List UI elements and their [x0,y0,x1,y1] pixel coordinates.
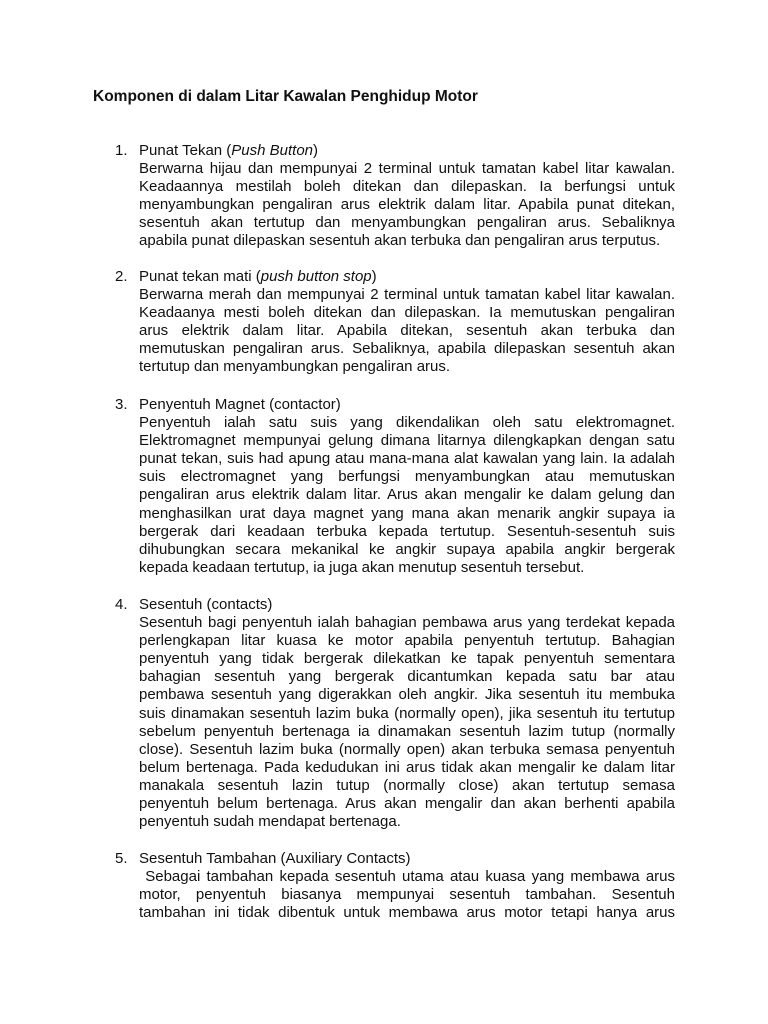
item-number: 4. [115,596,128,613]
body-line: bergerak dari keadaan terbuka kepada tertutup. Sesentuh-sesentuh suis [139,522,675,540]
body-line: Penyentuh ialah satu suis yang dikendalikan oleh satu elektromagnet. [139,414,675,432]
item-heading: Sesentuh (contacts) [139,596,273,613]
body-line: arus elektrik dalam litar. Apabila ditekan, sesentuh akan terbuka dan [139,322,675,340]
body-line: Berwarna hijau dan mempunyai 2 terminal untuk tamatan kabel litar kawalan. [139,160,675,178]
item-heading: Sesentuh Tambahan (Auxiliary Contacts) [139,850,411,867]
body-line: sebelum penyentuh bertenaga ia dinamakan sesentuh lazim tutup (normally [139,722,675,740]
body-line: penyentuh yang tidak bergerak dilekatkan ke tapak penyentuh sementara [139,650,675,668]
item-heading: Punat tekan mati (push button stop) [139,268,377,285]
body-line: pembawa sesentuh yang digerakkan oleh angkir. Jika sesentuh itu membuka [139,686,675,704]
body-line: menyambungkan pengaliran arus elektrik dalam litar. Apabila punat ditekan, [139,196,675,214]
item-body [139,160,675,250]
body-line: suis electromagnet yang berfungsi menyambungkan atau memutuskan [139,468,675,486]
body-line: memutuskan pengaliran arus. Sebaliknya, apabila dilepaskan sesentuh akan [139,340,675,358]
body-line: menghasilkan urat daya magnet yang mana akan menarik angkir supaya ia [139,504,675,522]
item-heading: Penyentuh Magnet (contactor) [139,396,341,413]
body-line: Keadaannya mestilah boleh ditekan dan dilepaskan. Ia berfungsi untuk [139,178,675,196]
body-line: tambahan ini tidak dibentuk untuk membawa arus motor tetapi hanya arus [139,904,675,922]
body-line: punat tekan, suis had apung atau mana-mana alat kawalan yang lain. Ia adalah [139,450,675,468]
body-line: bahagian sesentuh yang bergerak dicantumkan kepada satu bar atau [139,668,675,686]
body-line: Sebagai tambahan kepada sesentuh utama atau kuasa yang membawa arus [139,868,675,886]
item-number: 5. [115,850,128,867]
body-line: close). Sesentuh lazim buka (normally open) akan terbuka semasa penyentuh [139,740,675,758]
item-body [139,868,675,922]
document-title: Komponen di dalam Litar Kawalan Penghidup Motor [93,88,478,105]
item-number: 2. [115,268,128,285]
item-body [139,414,675,577]
body-line: Sesentuh bagi penyentuh ialah bahagian pembawa arus yang terdekat kepada [139,614,675,632]
body-line: perlengkapan litar kuasa ke motor apabila penyentuh tertutup. Bahagian [139,632,675,650]
body-line: Berwarna merah dan mempunyai 2 terminal untuk tamatan kabel litar kawalan. [139,286,675,304]
body-line: kepada keadaan tertutup, ia juga akan menutup sesentuh tersebut. [139,558,585,576]
body-line: dihubungkan secara mekanikal ke angkir supaya apabila angkir bergerak [139,540,675,558]
body-line: Keadaanya mesti boleh ditekan dan dilepaskan. Ia memutuskan pengaliran [139,304,675,322]
body-line: belum bertenaga. Pada kedudukan ini arus tidak akan mengalir ke dalam litar [139,758,675,776]
item-heading-term: push button stop [260,268,372,285]
body-line: pengaliran arus elektrik dalam litar. Arus akan mengalir ke dalam gelung dan [139,486,675,504]
body-line: sesentuh akan tertutup dan menyambungkan pengaliran arus. Sebaliknya [139,214,675,232]
item-heading-term: Push Button [231,142,314,159]
body-line: manakala sesentuh lazin tutup (normally close) akan tertutup semasa [139,776,675,794]
item-number: 3. [115,396,128,413]
body-line: apabila punat dilepaskan sesentuh akan terbuka dan pengaliran arus terputus. [139,232,661,250]
body-line: tertutup dan menyambungkan pengaliran arus. [139,358,451,376]
item-number: 1. [115,142,128,159]
body-line: motor, penyentuh biasanya mempunyai sesentuh tambahan. Sesentuh [139,886,675,904]
body-line: penyentuh sudah mendapat bertenaga. [139,813,401,831]
item-heading: Punat Tekan (Push Button) [139,142,319,159]
body-line: Elektromagnet mempunyai gelung dimana litarnya dilengkapkan dengan satu [139,432,675,450]
body-line: penyentuh belum bertenaga. Arus akan mengalir dan akan berhenti apabila [139,795,675,813]
item-body [139,614,675,831]
body-line: suis dinamakan sesentuh lazim buka (normally open), jika sesentuh itu tertutup [139,704,675,722]
item-body [139,286,675,376]
